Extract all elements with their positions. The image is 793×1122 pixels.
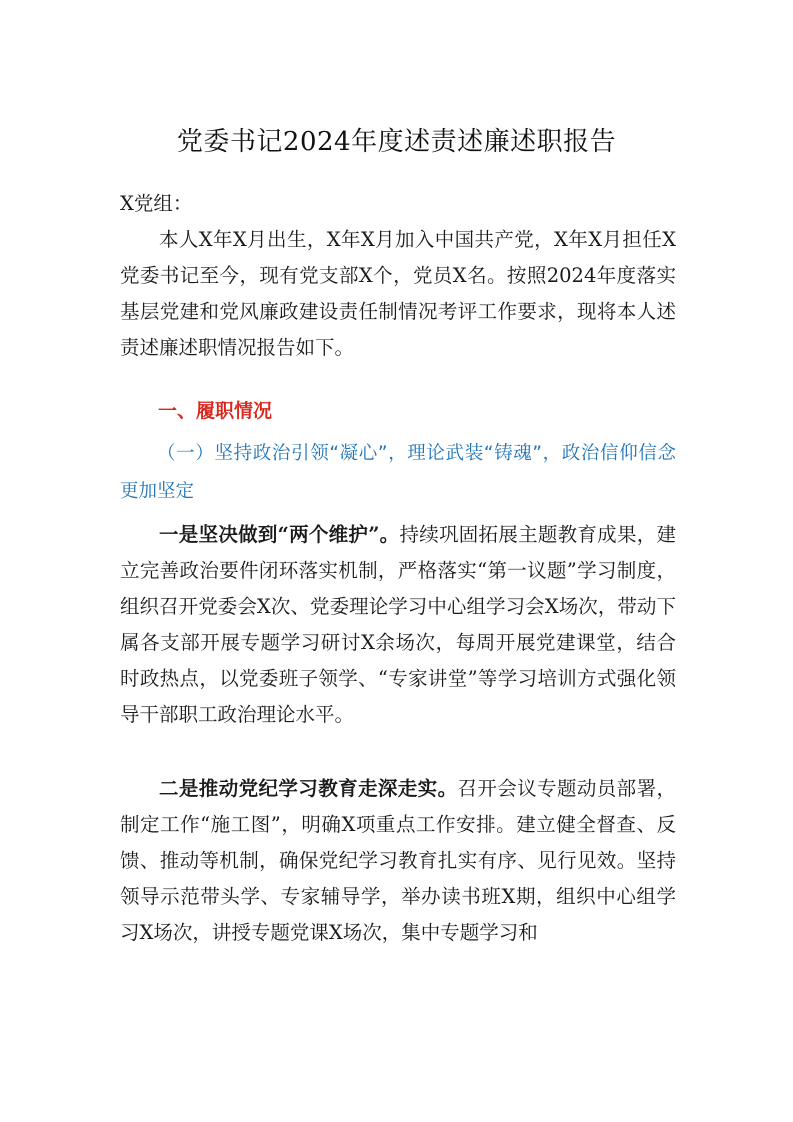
subsection-heading: （一）坚持政治引领“凝心”，理论武装“铸魂”，政治信仰信念更加坚定 [120,443,676,502]
paragraph-one-text: 持续巩固拓展主题教育成果，建立完善政治要件闭环落实机制，严格落实“第一议题”学习制度，组织召开党委会X次、党委理论学习中心组学习会X场次，带动下属各支部开展专题学习研讨X余场次，每周开展党建课堂，结合时政热点，以党委班子领学、“专家讲堂”等学习培训方式强化领导干部职工政治理论水平。 [120,523,676,726]
paragraph-two-lead: 二是推动党纪学习教育走深走实。 [159,777,458,800]
section-heading: 一、履职情况 [158,400,273,422]
salutation: X党组： [120,192,193,215]
paragraph-two [120,771,676,951]
document-title: 党委书记2024年度述责述廉述职报告 [176,127,617,157]
paragraph-two-text: 召开会议专题动员部署，制定工作“施工图”，明确X项重点工作安排。建立健全督查、反馈、推动等机制，确保党纪学习教育扎实有序、见行见效。坚持领导示范带头学、专家辅导学，举办读书班X期，组织中心组学习X场次，讲授专题党课X场次，集中专题学习和 [120,777,676,944]
intro-paragraph: 本人X年X月出生，X年X月加入中国共产党，X年X月担任X党委书记至今，现有党支部X个，党员X名。按照2024年度落实基层党建和党风廉政建设责任制情况考评工作要求，现将本人述责述廉述职情况报告如下。 [120,228,676,359]
paragraph-one-lead: 一是坚决做到“两个维护”。 [159,523,400,546]
paragraph-one [120,517,676,733]
